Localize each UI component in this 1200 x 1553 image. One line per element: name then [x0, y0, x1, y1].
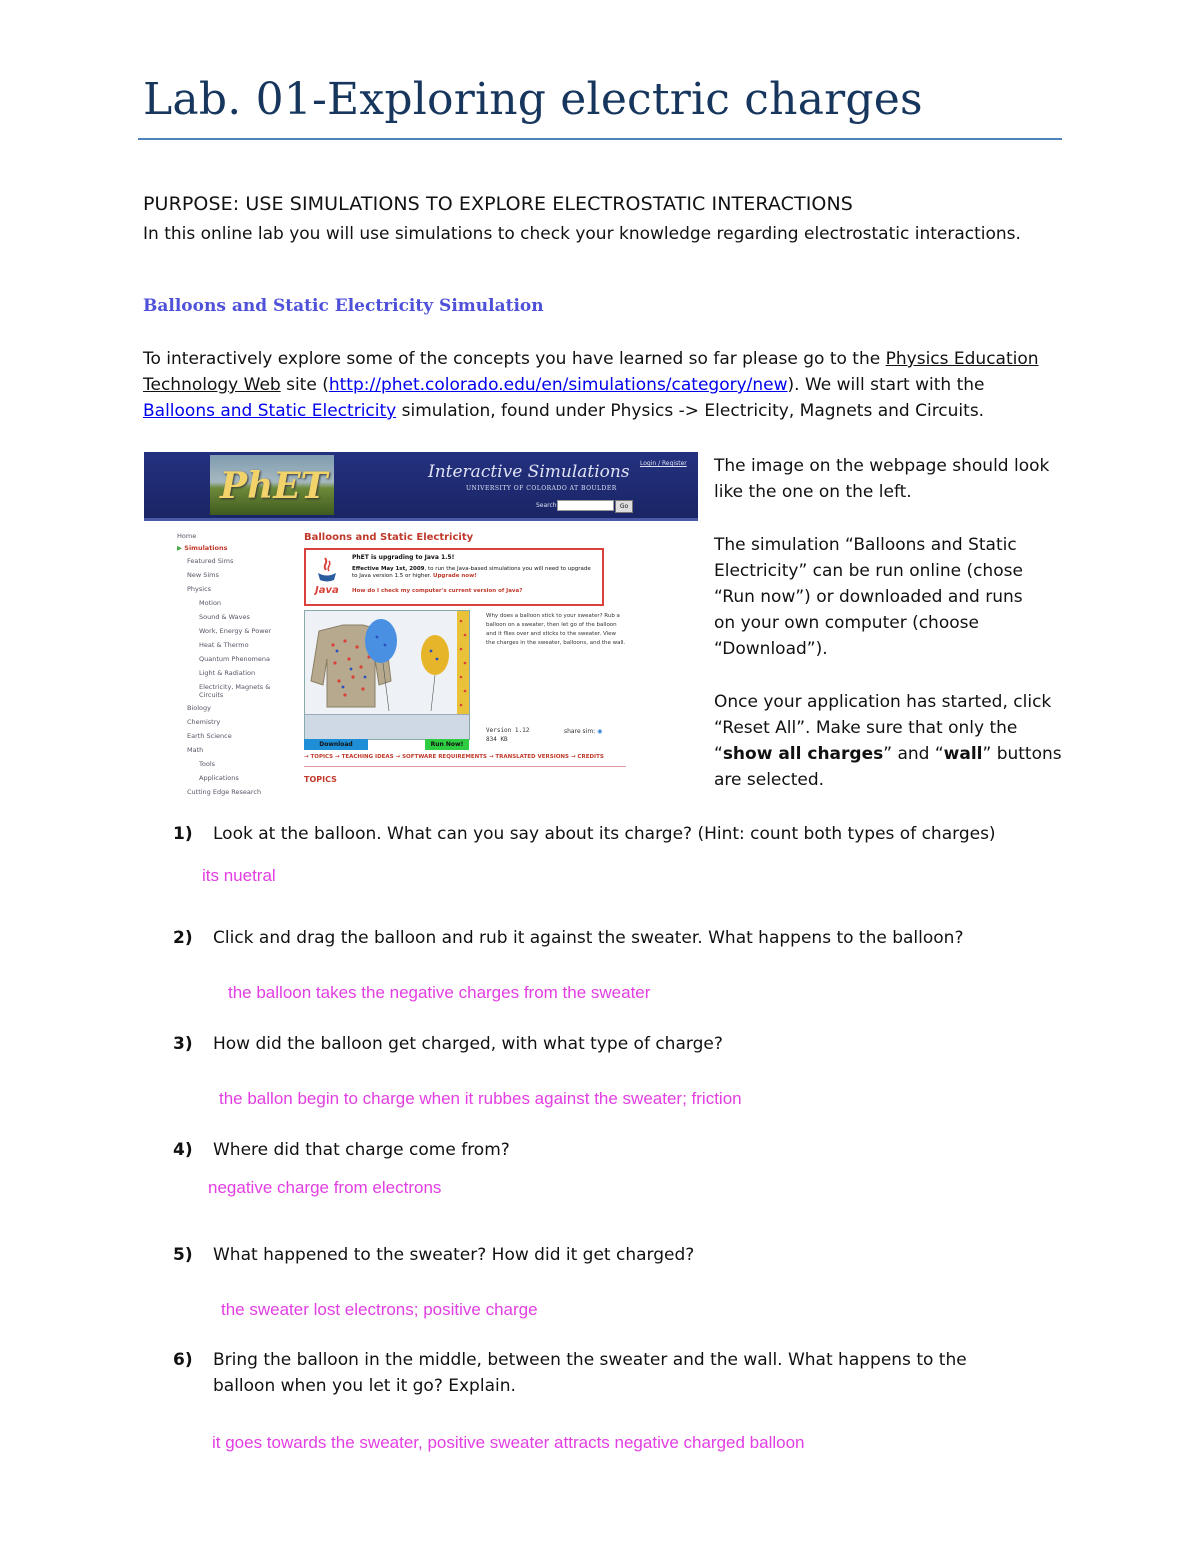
question-text: Click and drag the balloon and rub it against the sweater. What happens to the balloon? — [213, 928, 964, 948]
run-now-button[interactable]: Run Now! — [425, 739, 469, 750]
java-text: , to run the Java-based simulations you will need to upgrade to Java version 1.5 or higher. — [352, 566, 591, 579]
java-logo-icon — [314, 556, 340, 596]
para-text: simulation, found under Physics -> Electricity, Magnets and Circuits. — [396, 401, 985, 421]
question-number: 5) — [173, 1245, 193, 1265]
para-line-3 — [143, 398, 1063, 424]
caption-line: “Download”). — [714, 639, 828, 659]
answer-1: its nuetral — [202, 866, 276, 885]
share-sim[interactable] — [564, 728, 602, 735]
nav-biology[interactable]: Biology — [187, 704, 211, 712]
phet-screenshot-figure — [144, 452, 698, 797]
java-logo-text: Java — [315, 585, 339, 596]
java-body — [352, 566, 592, 580]
caption-line: are selected. — [714, 770, 825, 790]
phet-url-link[interactable]: http://phet.colorado.edu/en/simulations/category/new — [328, 375, 788, 395]
java-date: Effective May 1st, 2009 — [352, 566, 425, 572]
intro-text: In this online lab you will use simulations to check your knowledge regarding electrostatic interactions. — [143, 224, 1021, 244]
answer-5: the sweater lost electrons; positive charge — [221, 1300, 538, 1319]
nav-circuits[interactable]: Circuits — [199, 691, 224, 699]
download-button[interactable]: Download — [304, 739, 368, 750]
figure-caption-column — [714, 453, 1074, 820]
question-text: Look at the balloon. What can you say about its charge? (Hint: count both types of charges) — [213, 824, 996, 844]
caption-line: like the one on the left. — [714, 482, 912, 502]
question-number: 4) — [173, 1140, 193, 1160]
question-text: What happened to the sweater? How did it get charged? — [213, 1245, 695, 1265]
nav-featured-sims[interactable]: Featured Sims — [187, 557, 234, 565]
java-heading: PhET is upgrading to Java 1.5! — [352, 554, 455, 561]
purpose-heading: PURPOSE: USE SIMULATIONS TO EXPLORE ELECTROSTATIC INTERACTIONS — [143, 193, 853, 215]
globe-icon: ◉ — [597, 728, 603, 735]
nav-chemistry[interactable]: Chemistry — [187, 718, 221, 726]
question-text-line-2: balloon when you let it go? Explain. — [213, 1376, 516, 1396]
answer-6: it goes towards the sweater, positive sweater attracts negative charged balloon — [212, 1433, 805, 1452]
nav-label: Simulations — [184, 544, 228, 552]
answer-3: the ballon begin to charge when it rubbes against the sweater; friction — [219, 1089, 742, 1108]
nav-work-energy[interactable]: Work, Energy & Power — [199, 627, 272, 635]
share-label: share sim: — [564, 728, 596, 735]
page-title: Lab. 01-Exploring electric charges — [143, 74, 923, 125]
caption-paragraph-1 — [714, 453, 1074, 505]
java-upgrade-link[interactable]: Upgrade now! — [433, 573, 477, 579]
question-number: 3) — [173, 1034, 193, 1054]
show-all-charges-label: show all charges — [722, 744, 884, 764]
nav-tools[interactable]: Tools — [199, 760, 216, 768]
caption-text: ” and “ — [883, 744, 944, 764]
para-text: site ( — [280, 375, 329, 395]
caption-line: The image on the webpage should look — [714, 456, 1050, 476]
nav-new-sims[interactable]: New Sims — [187, 571, 219, 579]
question-text: Where did that charge come from? — [213, 1140, 510, 1160]
phet-university: UNIVERSITY OF COLORADO AT BOULDER — [466, 485, 617, 492]
triangle-right-icon: ▶ — [177, 544, 185, 552]
para-text: To interactively explore some of the concepts you have learned so far please go to the — [143, 349, 886, 369]
nav-physics[interactable]: Physics — [187, 585, 212, 593]
caption-line: “Run now”) or downloaded and runs — [714, 587, 1023, 607]
simulation-version: Version 1.12 834 KB — [486, 727, 530, 743]
nav-applications[interactable]: Applications — [199, 774, 239, 782]
nav-electricity[interactable]: Electricity, Magnets & — [199, 683, 271, 691]
links-divider — [304, 766, 626, 767]
java-notice — [304, 548, 604, 606]
physics-education-link[interactable]: Physics Education — [885, 349, 1039, 369]
sim-page-title: Balloons and Static Electricity — [304, 532, 474, 543]
simulation-controls — [305, 714, 469, 739]
nav-math[interactable]: Math — [187, 746, 204, 754]
para-line-1 — [143, 346, 1063, 372]
para-text: ). We will start with the — [787, 375, 985, 395]
title-divider — [138, 138, 1062, 140]
question-number: 2) — [173, 928, 193, 948]
nav-simulations[interactable] — [177, 544, 228, 552]
nav-home[interactable]: Home — [177, 532, 197, 540]
nav-quantum[interactable]: Quantum Phenomena — [199, 655, 270, 663]
search-input[interactable] — [557, 500, 614, 511]
nav-earth-science[interactable]: Earth Science — [187, 732, 232, 740]
caption-line: on your own computer (choose — [714, 613, 979, 633]
caption-line: The simulation “Balloons and Static — [714, 535, 1017, 555]
nav-cutting-edge[interactable]: Cutting Edge Research — [187, 788, 262, 796]
caption-paragraph-3 — [714, 689, 1074, 793]
caption-line — [714, 741, 1074, 767]
simulation-description: Why does a balloon stick to your sweater? Rub a balloon on a sweater, then let go of the balloon and it flies over and sticks to the sweater. View the charges in the sweater, balloons, and the wall. — [486, 613, 626, 646]
caption-text: ” buttons — [982, 744, 1062, 764]
para-line-2 — [143, 372, 1063, 398]
question-number: 1) — [173, 824, 193, 844]
phet-logo-text: PhET — [220, 465, 328, 507]
phet-header — [144, 452, 698, 521]
wall-label: wall — [943, 744, 983, 764]
caption-paragraph-2 — [714, 532, 1074, 662]
question-number: 6) — [173, 1350, 193, 1370]
answer-4: negative charge from electrons — [208, 1178, 442, 1197]
search-go-button[interactable]: Go — [615, 500, 633, 513]
caption-line: Once your application has started, click — [714, 692, 1052, 712]
java-check-link[interactable]: How do I check my computer's current version of Java? — [352, 588, 523, 594]
phet-tagline: Interactive Simulations — [428, 462, 630, 482]
nav-heat-thermo[interactable]: Heat & Thermo — [199, 641, 249, 649]
caption-line: Electricity” can be run online (chose — [714, 561, 1023, 581]
question-text: How did the balloon get charged, with what type of charge? — [213, 1034, 723, 1054]
topics-heading: TOPICS — [304, 775, 337, 784]
login-register-link[interactable]: Login / Register — [640, 460, 687, 467]
nav-sound-waves[interactable]: Sound & Waves — [199, 613, 250, 621]
question-text: Bring the balloon in the middle, between the sweater and the wall. What happens to the — [213, 1350, 967, 1370]
search-label: Search — [536, 502, 557, 509]
answer-2: the balloon takes the negative charges from the sweater — [228, 983, 651, 1002]
caption-line: “Reset All”. Make sure that only the — [714, 718, 1018, 738]
technology-web-link[interactable]: Technology Web — [143, 375, 281, 395]
instructions-paragraph — [143, 346, 1063, 424]
balloons-sim-link[interactable]: Balloons and Static Electricity — [143, 401, 397, 421]
quote: “ — [714, 744, 723, 764]
simulation-heading: Balloons and Static Electricity Simulation — [143, 296, 544, 316]
nav-motion[interactable]: Motion — [199, 599, 222, 607]
nav-light-radiation[interactable]: Light & Radiation — [199, 669, 256, 677]
simulation-preview[interactable] — [304, 610, 470, 740]
phet-logo — [210, 455, 334, 515]
sim-links-bar[interactable]: → TOPICS → TEACHING IDEAS → SOFTWARE REQUIREMENTS → TRANSLATED VERSIONS → CREDITS — [304, 754, 604, 760]
